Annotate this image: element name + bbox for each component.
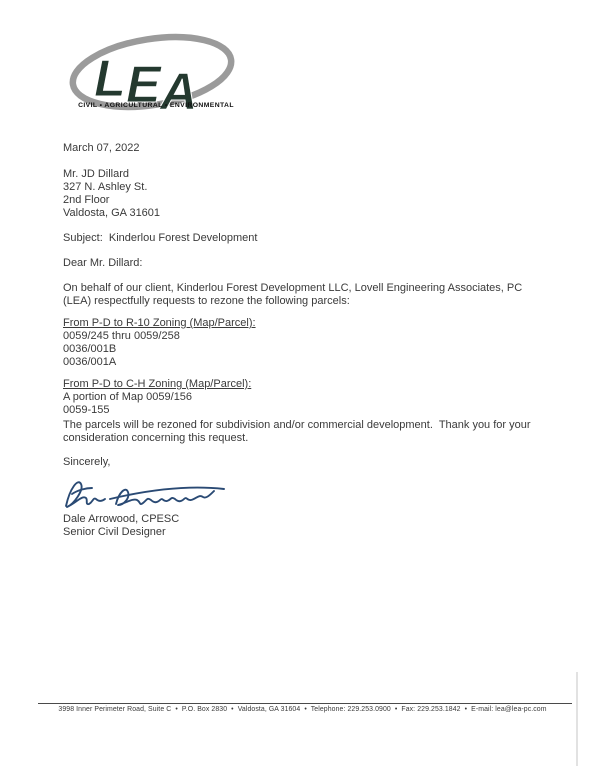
recipient-name: Mr. JD Dillard <box>63 168 130 180</box>
signer-title: Senior Civil Designer <box>63 526 166 538</box>
signature-block <box>63 513 179 539</box>
printed-name: Dale Arrowood, CPESC <box>63 513 180 525</box>
logo-letter-a: A <box>160 63 198 121</box>
logo-tagline: CIVIL • AGRICULTURAL • ENVIRONMENTAL <box>78 102 234 109</box>
intro-paragraph: On behalf of our client, Kinderlou Forest Development LLC, Lovell Engineering Associates, PC (LEA) respectfully requests to rezone the following parcels: <box>63 282 523 307</box>
parcel-line: 0036/001B <box>63 343 117 355</box>
letter-date: March 07, 2022 <box>63 142 140 154</box>
recipient-address <box>63 168 160 220</box>
parcel-line: 0059/245 thru 0059/258 <box>63 330 180 342</box>
zoning-section-r10 <box>63 317 256 369</box>
parcel-line: 0036/001A <box>63 356 117 368</box>
logo-letter-l: L <box>94 50 126 108</box>
recipient-city: Valdosta, GA 31601 <box>63 207 161 219</box>
signature-icon <box>58 472 238 516</box>
scan-artifact-line <box>576 672 578 766</box>
subject-line: Subject: Kinderlou Forest Development <box>63 232 258 244</box>
logo-letter-e: E <box>126 56 161 114</box>
closing-paragraph: The parcels will be rezoned for subdivision and/or commercial development. Thank you for your consideration concerning this request. <box>63 419 531 444</box>
zoning-heading-r10: From P-D to R-10 Zoning (Map/Parcel): <box>63 317 256 329</box>
recipient-floor: 2nd Floor <box>63 194 110 206</box>
handwritten-signature <box>58 472 238 516</box>
footer-contact-info: 3998 Inner Perimeter Road, Suite C • P.O. Box 2830 • Valdosta, GA 31604 • Telephone: 229.253.0900 • Fax: 229.253.1842 • E-mail: lea@lea-pc.com <box>58 706 547 713</box>
zoning-heading-ch: From P-D to C-H Zoning (Map/Parcel): <box>63 378 252 390</box>
footer-divider <box>38 703 572 704</box>
lea-logo <box>64 26 246 122</box>
parcel-line: 0059-155 <box>63 404 110 416</box>
recipient-street: 327 N. Ashley St. <box>63 181 148 193</box>
valediction: Sincerely, <box>63 456 111 468</box>
salutation: Dear Mr. Dillard: <box>63 257 143 269</box>
parcel-line: A portion of Map 0059/156 <box>63 391 193 403</box>
zoning-section-ch <box>63 378 251 417</box>
